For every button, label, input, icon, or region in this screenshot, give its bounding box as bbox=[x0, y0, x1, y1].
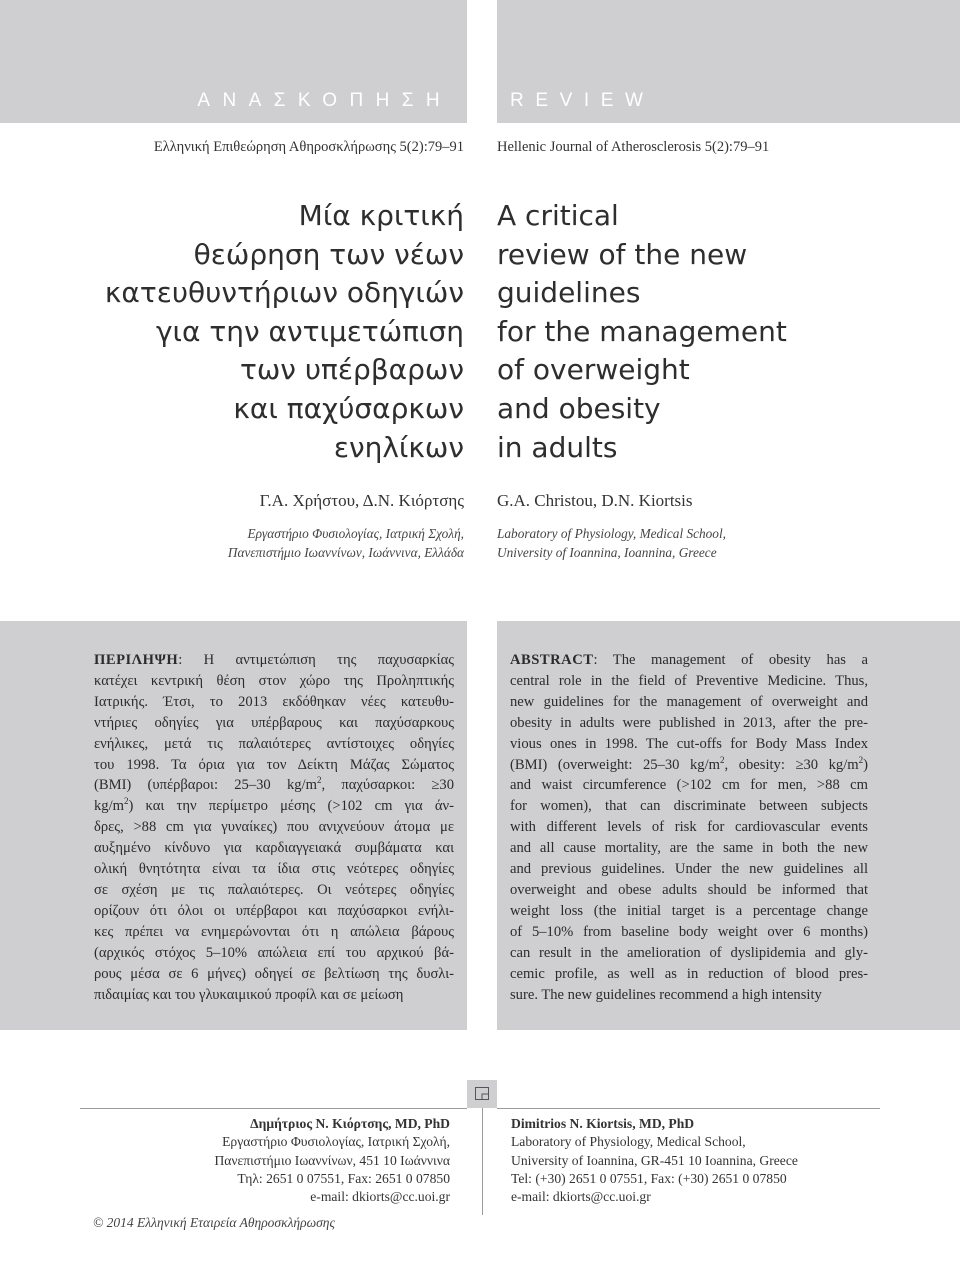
correspondence-line: Laboratory of Physiology, Medical School, bbox=[511, 1134, 746, 1150]
abstract-line: (BMI) (overweight: 25–30 $kg/m^2$, obesity: ≥30 $kg/m^2$) bbox=[510, 754, 868, 773]
abstract-english bbox=[497, 621, 960, 1030]
abstract-line: for women), that can discriminate between subjects bbox=[510, 798, 868, 815]
affiliation-line: Πανεπιστήμιο Ιωαννίνων, Ιωάννινα, Ελλάδα bbox=[227, 545, 464, 560]
correspondence-line: University of Ioannina, GR-451 10 Ioannina, Greece bbox=[511, 1152, 798, 1168]
title-line: ενηλίκων bbox=[333, 430, 464, 464]
abstract-greek bbox=[0, 621, 467, 1030]
correspondence-email: e-mail: dkiorts@cc.uoi.gr bbox=[511, 1189, 651, 1205]
authors-greek: Γ.Α. Χρήστου, Δ.Ν. Κιόρτσης bbox=[259, 491, 464, 510]
abstract-line: ρους μέσα σε 6 μήνες) οδηγεί σε βελτίωση της δυσλι- bbox=[94, 965, 454, 982]
abstract-line: κες πρέπει να ενημερώνονται ότι η απώλεια βάρους bbox=[94, 923, 454, 940]
correspondence-name: Dimitrios N. Kiortsis, MD, PhD bbox=[511, 1116, 695, 1131]
abstract-line: and waist circumference (>102 cm for men, >88 cm bbox=[510, 777, 868, 794]
abstract-line: and all cause mortality, are the same in both the new bbox=[510, 840, 868, 857]
abstract-line: new guidelines for the management of overweight and bbox=[510, 693, 868, 710]
abstract-line: cemic profile, as well as in reduction of blood pres- bbox=[510, 965, 868, 982]
affiliation-line: University of Ioannina, Ioannina, Greece bbox=[497, 545, 717, 560]
correspondence-line: Tel: (+30) 2651 0 07551, Fax: (+30) 2651 0 07850 bbox=[511, 1170, 787, 1186]
abstract-line: (αρχικός στόχος 5–10% απώλεια επί του αρχικού βά- bbox=[94, 944, 454, 961]
abstract-line: and previous guidelines. Under the new guidelines all bbox=[510, 861, 868, 878]
correspondence-greek bbox=[214, 1115, 450, 1206]
title-line: guidelines bbox=[497, 276, 641, 310]
abstract-line: πιδαιμίας και του γλυκαιμικού προφίλ και σε μείωση bbox=[94, 986, 404, 1003]
abstract-line: sure. The new guidelines recommend a high intensity bbox=[510, 986, 822, 1003]
abstract-text: : Η αντιμετώπιση της παχυσαρκίας bbox=[178, 652, 454, 668]
vertical-divider bbox=[482, 1108, 483, 1215]
abstract-line: with different levels of risk for cardiovascular events bbox=[510, 819, 868, 836]
affiliation-english bbox=[497, 524, 726, 562]
section-label-greek: ΑΝΑΣΚΟΠΗΣΗ bbox=[197, 90, 452, 111]
affiliation-greek bbox=[228, 524, 464, 562]
abstract-line: ορίζουν ότι όλοι οι υπέρβαροι και παχύσαρκοι ενήλι- bbox=[94, 902, 454, 919]
affiliation-line: Εργαστήριο Φυσιολογίας, Ιατρική Σχολή, bbox=[247, 526, 464, 541]
correspondence-rule bbox=[80, 1108, 467, 1109]
correspondence-english bbox=[511, 1115, 798, 1206]
title-line: of overweight bbox=[497, 353, 690, 387]
title-line: για την αντιμετώπιση bbox=[155, 314, 464, 348]
correspondence-email: e-mail: dkiorts@cc.uoi.gr bbox=[310, 1189, 450, 1205]
title-line: for the management bbox=[497, 314, 787, 348]
abstract-heading: ABSTRACT bbox=[510, 652, 594, 668]
affiliation-line: Laboratory of Physiology, Medical School, bbox=[497, 526, 726, 541]
title-line: κατευθυντήριων οδηγιών bbox=[104, 276, 464, 310]
abstract-line: vious ones in 1998. The cut-offs for Body Mass Index bbox=[510, 735, 868, 752]
abstract-line: central role in the field of Preventive Medicine. Thus, bbox=[510, 672, 868, 689]
abstract-line: obesity in adults were published in 2013, after the pre- bbox=[510, 714, 868, 731]
journal-citation-greek: Ελληνική Επιθεώρηση Αθηροσκλήρωσης 5(2):79–91 bbox=[153, 139, 464, 155]
abstract-line: κατέχει κεντρική θέση στον χώρο της Προληπτικής bbox=[94, 672, 454, 689]
abstract-text: : The management of obesity has a bbox=[593, 652, 868, 668]
correspondence-line: Πανεπιστήμιο Ιωαννίνων, 451 10 Ιωάννινα bbox=[214, 1152, 450, 1168]
title-line: review of the new bbox=[497, 237, 748, 271]
abstract-line: αυξημένο κίνδυνο για καρδιαγγειακά συμβάματα και bbox=[94, 840, 454, 857]
abstract-body bbox=[510, 671, 868, 1006]
abstract-line: (BMI) (υπέρβαροι: 25–30 $kg/m^2$, παχύσαρκοι: ≥30 bbox=[94, 775, 455, 794]
abstract-line: Ιατρικής. Έτσι, το 2013 εκδόθηκαν νέες κατευθυ- bbox=[94, 693, 454, 710]
correspondence-name: Δημήτριος Ν. Κιόρτσης, MD, PhD bbox=[250, 1116, 450, 1131]
abstract-first-line bbox=[510, 650, 868, 671]
abstract-line: overweight and obese adults should be informed that bbox=[510, 881, 868, 898]
square-corner-icon bbox=[475, 1087, 489, 1100]
article-title-english bbox=[497, 197, 787, 467]
correspondence-line: Εργαστήριο Φυσιολογίας, Ιατρική Σχολή, bbox=[222, 1134, 450, 1150]
title-line: and obesity bbox=[497, 391, 661, 425]
abstract-line: can result in the amelioration of dyslipidemia and gly- bbox=[510, 944, 868, 961]
copyright-notice: © 2014 Ελληνική Εταιρεία Αθηροσκλήρωσης bbox=[93, 1215, 335, 1230]
title-line: και παχύσαρκων bbox=[233, 391, 464, 425]
abstract-line: ντήριες οδηγίες για υπέρβαρους και παχύσαρκους bbox=[94, 714, 454, 731]
abstract-line: ολική θνητότητα είναι τα ίδια στις νεότερες οδηγίες bbox=[94, 861, 454, 878]
title-line: in adults bbox=[497, 430, 618, 464]
section-label-english: REVIEW bbox=[510, 90, 655, 111]
abstract-body bbox=[94, 671, 454, 1006]
correspondence-rule bbox=[497, 1108, 880, 1109]
abstract-heading: ΠΕΡΙΛΗΨΗ bbox=[94, 652, 179, 668]
title-line: A critical bbox=[497, 199, 619, 232]
article-title-greek bbox=[105, 197, 464, 467]
journal-citation-english: Hellenic Journal of Atherosclerosis 5(2):79–91 bbox=[497, 139, 770, 155]
abstract-line: δρες, >88 cm για γυναίκες) που ανιχνεύουν άτομα με bbox=[94, 819, 454, 836]
authors-english: G.A. Christou, D.N. Kiortsis bbox=[497, 491, 693, 510]
abstract-line: ενήλικες, μετά τις παλαιότερες αντίστοιχες οδηγίες bbox=[94, 735, 454, 752]
abstract-line: of 5–10% from baseline body weight over 6 months) bbox=[510, 923, 868, 940]
title-line: θεώρηση των νέων bbox=[193, 237, 464, 271]
correspondence-line: Τηλ: 2651 0 07551, Fax: 2651 0 07850 bbox=[237, 1170, 450, 1186]
title-line: των υπέρβαρων bbox=[240, 353, 464, 387]
abstract-line: $kg/m^2$) και την περίμετρο μέσης (>102 cm για άν- bbox=[94, 796, 454, 815]
abstract-line: σε σχέση με τις παλαιότερες. Οι νεότερες οδηγίες bbox=[94, 881, 454, 898]
title-line: Μία κριτική bbox=[298, 199, 464, 232]
abstract-line: weight loss (the initial target is a percentage change bbox=[510, 902, 868, 919]
abstract-first-line bbox=[94, 650, 454, 671]
abstract-line: του 1998. Τα όρια για τον Δείκτη Μάζας Σώματος bbox=[94, 756, 454, 773]
